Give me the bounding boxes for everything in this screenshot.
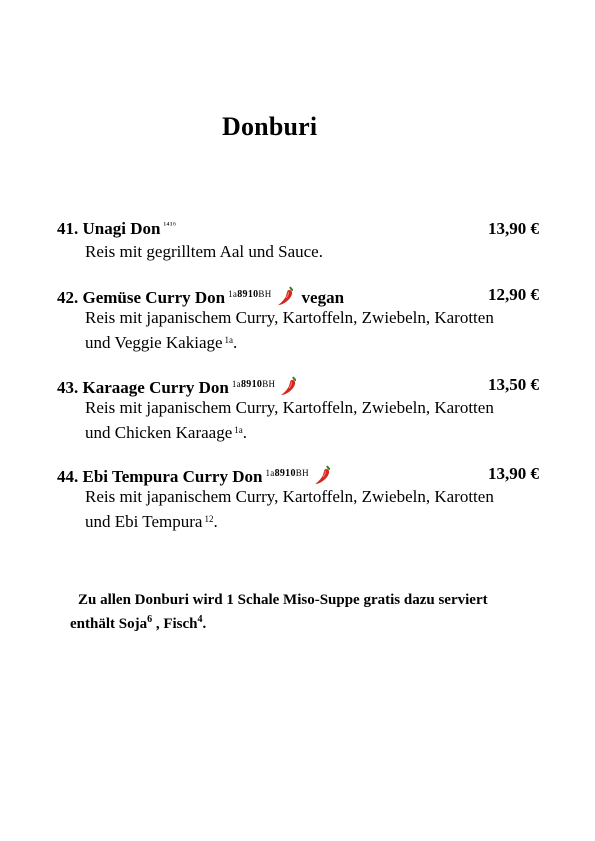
allergen-codes: 1a8910BH — [228, 289, 272, 300]
item-name: 44. Ebi Tempura Curry Don — [57, 467, 263, 486]
footer-line: enthält Soja$^6$ , Fisch$^4$. — [70, 614, 207, 632]
description-line: Reis mit gegrilltem Aal und Sauce. — [85, 242, 323, 261]
item-name: 41. Unagi Don — [57, 219, 161, 238]
description-line: Reis mit japanischem Curry, Kartoffeln, Zwiebeln, Karotten — [85, 487, 494, 506]
allergen-codes: 1a8910BH — [265, 468, 309, 479]
description-line: und Veggie Kakiage $^{1a}$. — [85, 333, 238, 352]
item-name: 42. Gemüse Curry Don — [57, 288, 226, 307]
menu-item — [57, 375, 542, 444]
footer-note — [70, 591, 550, 634]
item-description — [85, 241, 542, 263]
allergen-codes: 1a8910BH — [231, 379, 276, 390]
item-description — [85, 486, 542, 533]
menu-item — [57, 219, 542, 263]
description-line: Reis mit japanischem Curry, Kartoffeln, Zwiebeln, Karotten — [85, 308, 494, 327]
page-title: Donburi — [222, 112, 318, 141]
item-description — [85, 397, 542, 444]
chili-pepper-icon — [313, 464, 333, 491]
item-price: 13,90 € — [488, 464, 539, 483]
chili-pepper-icon — [276, 285, 296, 312]
description-line: und Ebi Tempura $^{12}$. — [85, 512, 218, 531]
item-description — [85, 307, 542, 354]
vegan-tag: vegan — [301, 288, 345, 307]
item-name: 43. Karaage Curry Don — [57, 378, 229, 397]
item-price: 13,50 € — [488, 375, 539, 394]
menu-item — [57, 285, 542, 354]
description-line: und Chicken Karaage $^{1a}$. — [85, 423, 248, 442]
footer-line: Zu allen Donburi wird 1 Schale Miso-Suppe gratis dazu serviert — [78, 592, 488, 608]
chili-pepper-icon — [279, 375, 299, 402]
item-price: 12,90 € — [488, 285, 539, 304]
item-price: 13,90 € — [488, 219, 539, 238]
description-line: Reis mit japanischem Curry, Kartoffeln, Zwiebeln, Karotten — [85, 398, 494, 417]
allergen-codes: ¹⁴¹⁶ — [163, 220, 177, 230]
menu-item — [57, 464, 542, 533]
